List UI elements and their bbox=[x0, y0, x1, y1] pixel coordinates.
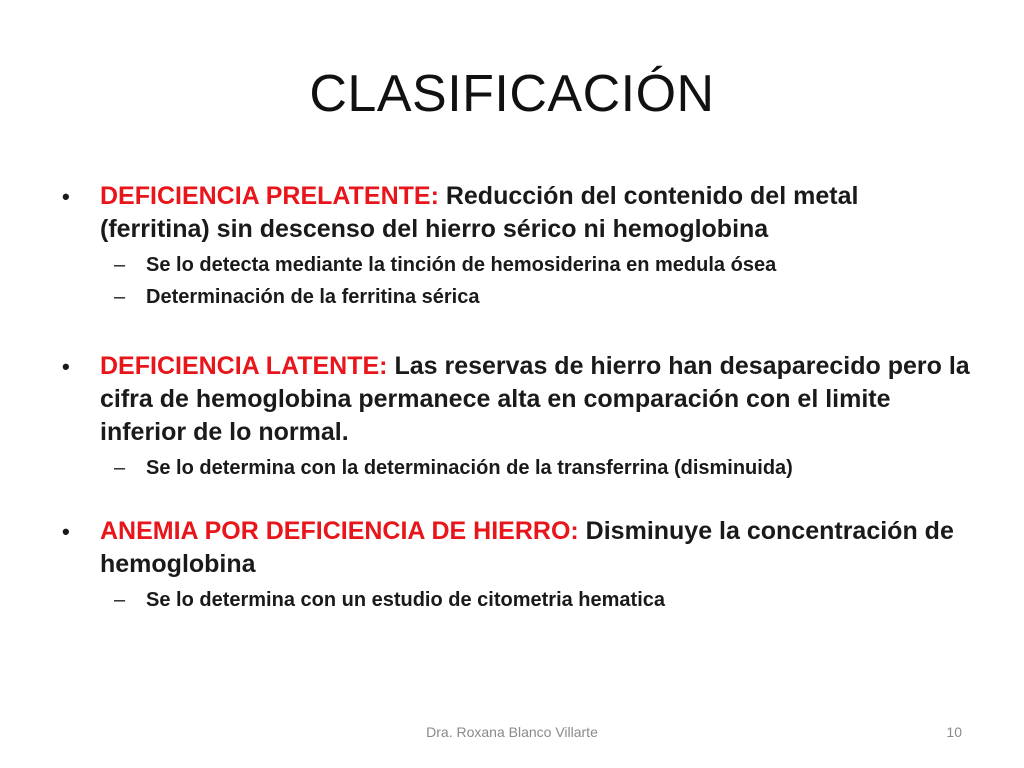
footer-author: Dra. Roxana Blanco Villarte bbox=[426, 724, 598, 740]
sub-item-text: Se lo determina con un estudio de citometria hematica bbox=[146, 589, 666, 611]
dash-icon: – bbox=[114, 254, 126, 276]
bullet-text: Las reservas de hierro han desaparecido pero la cifra de hemoglobina permanece alta en comparación con el limite inferior de lo normal. bbox=[100, 352, 970, 446]
bullet-item bbox=[62, 180, 972, 246]
spacer bbox=[62, 310, 972, 350]
sub-item bbox=[62, 587, 972, 613]
bullet-text: Reducción del contenido del metal (ferritina) sin descenso del hierro sérico ni hemoglobina bbox=[100, 182, 859, 243]
bullet-text: Disminuye la concentración de hemoglobina bbox=[100, 517, 954, 578]
bullet-term: ANEMIA POR DEFICIENCIA DE HIERRO: bbox=[100, 517, 579, 545]
bullet-dot-icon: • bbox=[62, 184, 70, 209]
dash-icon: – bbox=[114, 457, 126, 479]
dash-icon: – bbox=[114, 589, 126, 611]
dash-icon: – bbox=[114, 286, 126, 308]
slide-content bbox=[62, 180, 972, 613]
bullet-term: DEFICIENCIA PRELATENTE: bbox=[100, 182, 439, 210]
bullet-dot-icon: • bbox=[62, 519, 70, 544]
bullet-item bbox=[62, 515, 972, 581]
slide-title: CLASIFICACIÓN bbox=[309, 65, 715, 123]
page-number: 10 bbox=[946, 724, 962, 740]
sub-item bbox=[62, 455, 972, 481]
sub-item-text: Determinación de la ferritina sérica bbox=[146, 286, 480, 308]
bullet-term: DEFICIENCIA LATENTE: bbox=[100, 352, 388, 380]
bullet-item bbox=[62, 350, 972, 449]
bullet-dot-icon: • bbox=[62, 354, 70, 379]
sub-item-text: Se lo determina con la determinación de la transferrina (disminuida) bbox=[146, 457, 793, 479]
sub-item bbox=[62, 284, 972, 310]
sub-item bbox=[62, 252, 972, 278]
sub-item-text: Se lo detecta mediante la tinción de hemosiderina en medula ósea bbox=[146, 254, 777, 276]
spacer bbox=[62, 481, 972, 515]
